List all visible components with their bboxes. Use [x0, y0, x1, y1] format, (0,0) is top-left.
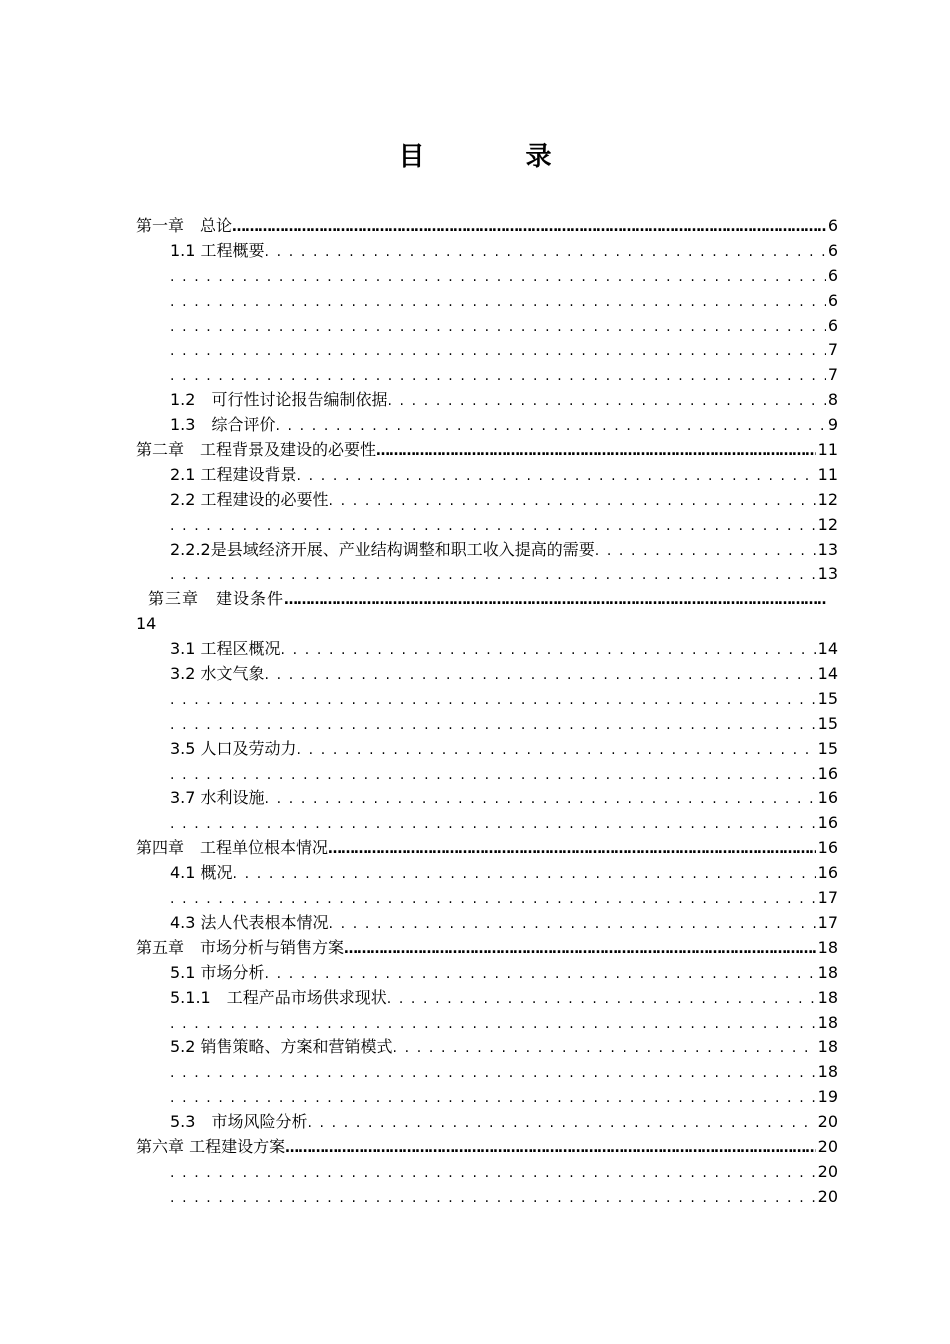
toc-entry-page-number: 14	[817, 639, 838, 659]
toc-entry[interactable]	[136, 1035, 838, 1060]
dot-leader	[281, 637, 816, 662]
toc-entry-page-number: 16	[817, 813, 838, 833]
toc-entry[interactable]	[136, 513, 838, 538]
toc-entry[interactable]	[136, 1011, 838, 1036]
toc-entry-label: 第六章 工程建设方案	[136, 1136, 286, 1156]
toc-entry[interactable]	[136, 886, 838, 911]
dot-leader	[595, 538, 816, 563]
toc-entry-page-number: 20	[817, 1112, 838, 1132]
toc-entry[interactable]	[136, 712, 838, 737]
dot-leader	[284, 587, 826, 612]
dot-leader	[297, 737, 816, 762]
toc-entry-page-number: 15	[817, 713, 838, 733]
toc-entry-page-number: 13	[817, 564, 838, 584]
toc-entry[interactable]	[136, 786, 838, 811]
toc-entry-label: 2.2.2是县域经济开展、产业结构调整和职工收入提高的需要	[170, 539, 595, 559]
toc-entry-page-number: 16	[817, 788, 838, 808]
toc-entry-label: 1.1 工程概要	[170, 240, 265, 260]
toc-entry-label: 第五章 市场分析与销售方案	[136, 937, 345, 957]
dot-leader	[170, 762, 816, 787]
page-title: 目 录	[398, 142, 598, 172]
toc-entry[interactable]	[136, 239, 838, 264]
toc-entry-label: 3.1 工程区概况	[170, 639, 281, 659]
toc-entry-page-number: 13	[817, 539, 838, 559]
dot-leader	[170, 811, 816, 836]
toc-entry-label: 3.2 水文气象	[170, 664, 265, 684]
dot-leader	[170, 1060, 816, 1085]
toc-chapter-entry[interactable]	[136, 214, 838, 239]
toc-entry-page-number: 17	[817, 912, 838, 932]
dot-leader	[170, 562, 816, 587]
toc-chapter-entry[interactable]	[136, 587, 838, 612]
toc-entry-page-number: 11	[817, 464, 838, 484]
toc-entry-label: 5.1 市场分析	[170, 962, 265, 982]
toc-entry-label: 第四章 工程单位根本情况	[136, 838, 329, 858]
toc-entry-label: 第三章 建设条件	[148, 589, 285, 609]
toc-entry-page-number: 7	[827, 365, 838, 385]
toc-entry[interactable]	[136, 388, 838, 413]
toc-entry-page-number: 8	[827, 390, 838, 410]
toc-entry[interactable]	[136, 562, 838, 587]
toc-entry-label: 2.2 工程建设的必要性	[170, 489, 329, 509]
toc-entry-page-number: 18	[817, 987, 838, 1007]
toc-entry[interactable]	[136, 338, 838, 363]
toc-entry[interactable]	[136, 1085, 838, 1110]
toc-entry[interactable]	[136, 961, 838, 986]
dot-leader	[170, 1085, 816, 1110]
dot-leader	[265, 239, 826, 264]
toc-entry-page-number: 15	[817, 688, 838, 708]
toc-entry-label: 2.1 工程建设背景	[170, 464, 297, 484]
toc-entry[interactable]	[136, 264, 838, 289]
toc-entry[interactable]	[136, 911, 838, 936]
toc-entry[interactable]	[136, 488, 838, 513]
dot-leader	[393, 1035, 816, 1060]
toc-chapter-entry[interactable]	[136, 612, 838, 637]
dot-leader	[233, 861, 816, 886]
dot-leader	[387, 986, 816, 1011]
toc-entry-page-number: 18	[817, 962, 838, 982]
toc-entry-page-number: 18	[817, 937, 838, 957]
toc-entry-label: 1.2 可行性讨论报告编制依据	[170, 390, 388, 410]
toc-entry-page-number: 18	[817, 1037, 838, 1057]
toc-entry[interactable]	[136, 986, 838, 1011]
dot-leader	[170, 1011, 816, 1036]
dot-leader	[297, 463, 816, 488]
toc-entry-page-number: 16	[817, 863, 838, 883]
dot-leader	[329, 911, 816, 936]
toc-entry-label: 第二章 工程背景及建设的必要性	[136, 440, 377, 460]
dot-leader	[307, 1110, 815, 1135]
dot-leader	[328, 836, 816, 861]
toc-entry[interactable]	[136, 861, 838, 886]
toc-entry-page-number: 16	[817, 763, 838, 783]
toc-entry-page-number: 20	[817, 1136, 838, 1156]
dot-leader	[170, 363, 826, 388]
toc-entry-page-number: 19	[817, 1087, 838, 1107]
dot-leader	[170, 314, 826, 339]
toc-entry-page-number: 12	[817, 514, 838, 534]
toc-entry[interactable]	[136, 289, 838, 314]
toc-entry[interactable]	[136, 1110, 838, 1135]
dot-leader	[170, 289, 826, 314]
toc-entry-label: 4.3 法人代表根本情况	[170, 912, 329, 932]
toc-entry[interactable]	[136, 687, 838, 712]
toc-entry-label: 3.7 水利设施	[170, 788, 265, 808]
dot-leader	[285, 1135, 816, 1160]
toc-entry-label: 3.5 人口及劳动力	[170, 738, 297, 758]
dot-leader	[170, 1185, 816, 1210]
toc-entry-page-number: 12	[817, 489, 838, 509]
toc-entry-label: 14	[136, 614, 157, 634]
toc-entry-page-number: 20	[817, 1161, 838, 1181]
toc-entry-label: 第一章 总论	[136, 216, 233, 235]
toc-entry-page-number: 6	[827, 240, 838, 260]
toc-entry-page-number: 18	[817, 1062, 838, 1082]
dot-leader	[329, 488, 816, 513]
toc-chapter-entry[interactable]	[136, 936, 838, 961]
toc-entry[interactable]	[136, 637, 838, 662]
toc-entry-label: 5.1.1 工程产品市场供求现状	[170, 987, 387, 1007]
toc-entry-label: 5.3 市场风险分析	[170, 1112, 308, 1132]
toc-entry-page-number: 18	[817, 1012, 838, 1032]
toc-entry[interactable]	[136, 737, 838, 762]
dot-leader	[170, 886, 816, 911]
dot-leader	[170, 513, 816, 538]
dot-leader	[170, 712, 816, 737]
dot-leader	[232, 214, 826, 239]
toc-entry-page-number: 6	[827, 216, 838, 235]
toc-entry-page-number: 15	[817, 738, 838, 758]
toc-entry[interactable]	[136, 413, 838, 438]
toc-entry[interactable]	[136, 811, 838, 836]
toc-entry-page-number: 6	[827, 315, 838, 335]
toc-entry-label: 4.1 概况	[170, 863, 233, 883]
toc-entry-label: 5.2 销售策略、方案和营销模式	[170, 1037, 393, 1057]
toc-entry[interactable]	[136, 1160, 838, 1185]
dot-leader	[265, 662, 816, 687]
toc-entry-page-number: 16	[817, 838, 838, 858]
dot-leader	[265, 961, 816, 986]
toc-chapter-entry[interactable]	[136, 1135, 838, 1160]
dot-leader	[344, 936, 816, 961]
toc-entry[interactable]	[136, 662, 838, 687]
table-of-contents	[136, 214, 838, 1210]
toc-entry-page-number: 7	[827, 340, 838, 360]
toc-chapter-entry[interactable]	[136, 438, 838, 463]
toc-entry[interactable]	[136, 314, 838, 339]
toc-entry[interactable]	[136, 363, 838, 388]
dot-leader	[170, 264, 826, 289]
dot-leader	[275, 413, 825, 438]
toc-entry-page-number: 6	[827, 290, 838, 310]
toc-entry[interactable]	[136, 1185, 838, 1210]
toc-chapter-entry[interactable]	[136, 836, 838, 861]
dot-leader	[170, 687, 816, 712]
toc-entry-page-number: 20	[817, 1186, 838, 1206]
toc-entry-page-number: 9	[827, 415, 838, 435]
toc-entry[interactable]	[136, 538, 838, 563]
dot-leader	[265, 786, 816, 811]
toc-entry-page-number: 6	[827, 265, 838, 285]
toc-entry-label: 1.3 综合评价	[170, 415, 276, 435]
dot-leader	[376, 438, 816, 463]
toc-entry-page-number: 17	[817, 888, 838, 908]
dot-leader	[170, 1160, 816, 1185]
dot-leader	[387, 388, 825, 413]
toc-entry[interactable]	[136, 1060, 838, 1085]
toc-entry[interactable]	[136, 463, 838, 488]
toc-entry-page-number: 14	[817, 664, 838, 684]
toc-entry[interactable]	[136, 762, 838, 787]
toc-entry-page-number: 11	[817, 440, 838, 460]
dot-leader	[170, 338, 826, 363]
